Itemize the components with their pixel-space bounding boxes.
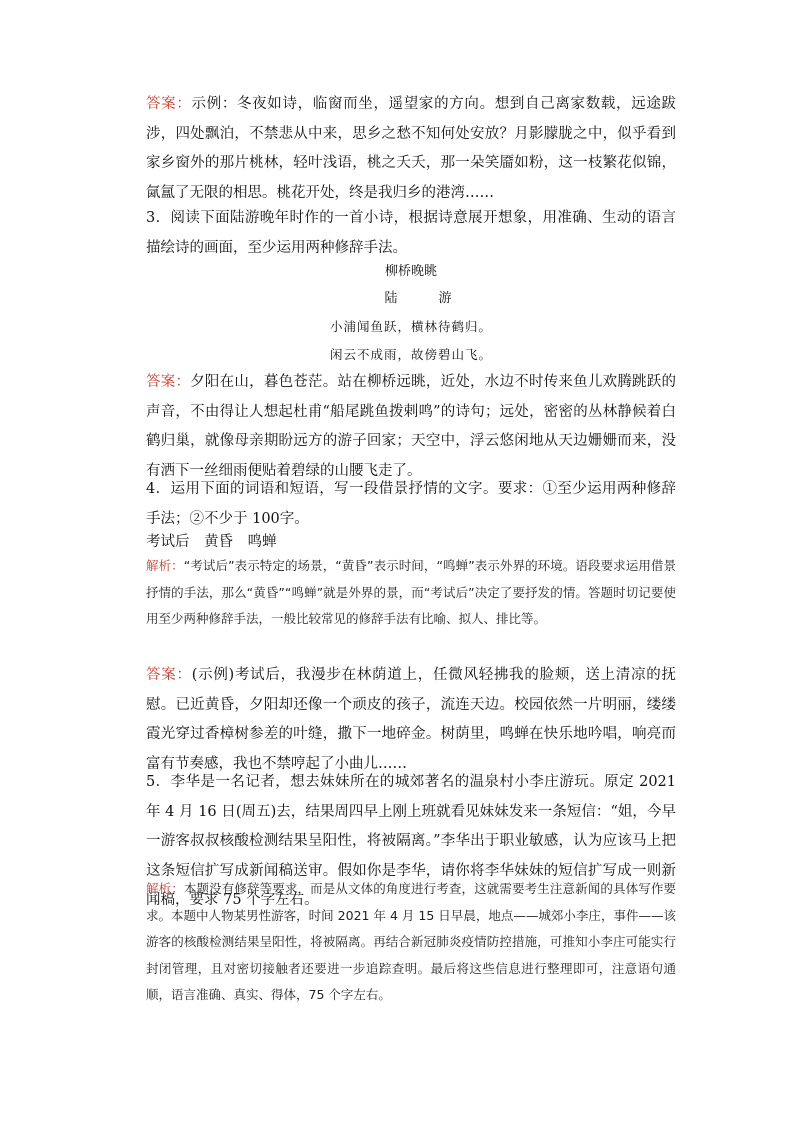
question-3-text: 3．阅读下面陆游晚年时作的一首小诗，根据诗意展开想象，用准确、生动的语言描绘诗的画面，至少运用两种修辞手法。 xyxy=(146,210,676,256)
poem-line-1: 小浦闻鱼跃，横林待鹤归。 xyxy=(329,319,492,334)
poem-author: 陆 游 xyxy=(384,291,466,306)
answer-2-text: 示例：冬夜如诗，临窗而坐，遥望家的方向。想到自己离家数载，远途跋涉，四处飘泊，不禁悲从中来，思乡之愁不知何处安放？月影朦胧之中，似乎看到家乡窗外的那片桃林，轻叶浅语，桃之夭夭，那一朵笑靥如粉，这一枝繁花似锦，氤氲了无限的相思。桃花开处，终是我归乡的港湾…… xyxy=(146,96,677,201)
answer-3: 答案：夕阳在山，暮色苍茫。站在柳桥远眺，近处，水边不时传来鱼儿欢腾跳跃的声音，不由得让人想起杜甫“船尾跳鱼拨剌鸣”的诗句；远处，密密的丛林静候着白鹤归巢，就像母亲期盼远方的游子回家；天空中，浮云悠闲地从天边姗姗而来，没有洒下一丝细雨便贴着碧绿的山腰飞走了。 xyxy=(146,374,677,479)
analysis-5-text: 本题没有修辞等要求，而是从文体的角度进行考查，这就需要考生注意新闻的具体写作要求。本题中人物某男性游客，时间 2021 年 4 月 15 日早晨，地点——城郊小李庄，事件——该游客的核酸检测结果呈阳性，将被隔离。再结合新冠肺炎疫情防控措施，可推知小李庄可能实行封闭管理，且对密切接触者还要进一步追踪查明。最后将这些信息进行整理即可，注意语句通顺，语言准确、真实、得体，75 个字左右。 xyxy=(146,881,676,1002)
analysis-4: 解析：“考试后”表示特定的场景，“黄昏”表示时间，“鸣蝉”表示外界的环境。语段要求运用借景抒情的手法，那么“黄昏”“鸣蝉”就是外界的景，而“考试后”决定了要抒发的情。答题时切记要使用至少两种修辞手法，一般比较常见的修辞手法有比喻、拟人、排比等。 xyxy=(146,558,676,626)
answer-label: 答案 xyxy=(146,374,176,390)
poem-title: 柳桥晚眺 xyxy=(384,264,437,279)
question-4-text: 4．运用下面的词语和短语，写一段借景抒情的文字。要求：①至少运用两种修辞手法；②不少于 100字。 xyxy=(146,481,676,527)
answer-4-text: (示例)考试后，我漫步在林荫道上，任微风轻拂我的脸颊，送上清凉的抚慰。已近黄昏，夕阳却还像一个顽皮的孩子，流连天边。校园依然一片明丽，缕缕霞光穿过香樟树参差的叶缝，撒下一地碎金。树荫里，鸣蝉在快乐地吟唱，响亮而富有节奏感，我也不禁哼起了小曲儿…… xyxy=(146,667,676,772)
analysis-5: 解析：本题没有修辞等要求，而是从文体的角度进行考查，这就需要考生注意新闻的具体写作要求。本题中人物某男性游客，时间 2021 年 4 月 15 日早晨，地点——城郊小李庄，事件——该游客的核酸检测结果呈阳性，将被隔离。再结合新冠肺炎疫情防控措施，可推知小李庄可能实行封闭管理，且对密切接触者还要进一步追踪查明。最后将这些信息进行整理即可，注意语句通顺，语言准确、真实、得体，75 个字左右。 xyxy=(146,881,676,1002)
analysis-4-text: “考试后”表示特定的场景，“黄昏”表示时间，“鸣蝉”表示外界的环境。语段要求运用借景抒情的手法，那么“黄昏”“鸣蝉”就是外界的景，而“考试后”决定了要抒发的情。答题时切记要使用至少两种修辞手法，一般比较常见的修辞手法有比喻、拟人、排比等。 xyxy=(146,558,676,626)
answer-label: 答案 xyxy=(146,96,177,112)
poem-line-2: 闲云不成雨，故傍碧山飞。 xyxy=(329,347,492,362)
answer-3-text: 夕阳在山，暮色苍茫。站在柳桥远眺，近处，水边不时传来鱼儿欢腾跳跃的声音，不由得让人想起杜甫“船尾跳鱼拨剌鸣”的诗句；远处，密密的丛林静候着白鹤归巢，就像母亲期盼远方的游子回家；天空中，浮云悠闲地从天边姗姗而来，没有洒下一丝细雨便贴着碧绿的山腰飞走了。 xyxy=(146,374,677,479)
question-5-text: 5．李华是一名记者，想去妹妹所在的城郊著名的温泉村小李庄游玩。原定 2021 年 4 月 16 日(周五)去，结果周四早上刚上班就看见妹妹发来一条短信：“姐，今早一游客叔叔核酸检测结果呈阳性，将被隔离。”李华出于职业敏感，认为应该马上把这条短信扩写成新闻稿送审。假如你是李华，请你将李华妹妹的短信扩写成一则新闻稿，要求 75 个字左右。 xyxy=(146,774,676,908)
analysis-label: 解析 xyxy=(146,881,172,896)
question-4 xyxy=(146,475,676,534)
question-3 xyxy=(146,204,676,263)
analysis-label: 解析 xyxy=(146,558,172,573)
answer-label: 答案 xyxy=(146,667,177,683)
answer-2: 答案：示例：冬夜如诗，临窗而坐，遥望家的方向。想到自己离家数载，远途跋涉，四处飘泊，不禁悲从中来，思乡之愁不知何处安放？月影朦胧之中，似乎看到家乡窗外的那片桃林，轻叶浅语，桃之夭夭，那一朵笑靥如粉，这一枝繁花似锦，氤氲了无限的相思。桃花开处，终是我归乡的港湾…… xyxy=(146,96,677,201)
answer-4: 答案：(示例)考试后，我漫步在林荫道上，任微风轻拂我的脸颊，送上清凉的抚慰。已近黄昏，夕阳却还像一个顽皮的孩子，流连天边。校园依然一片明丽，缕缕霞光穿过香樟树参差的叶缝，撒下一地碎金。树荫里，鸣蝉在快乐地吟唱，响亮而富有节奏感，我也不禁哼起了小曲儿…… xyxy=(146,667,676,772)
question-4-words: 考试后 黄昏 鸣蝉 xyxy=(146,534,277,550)
